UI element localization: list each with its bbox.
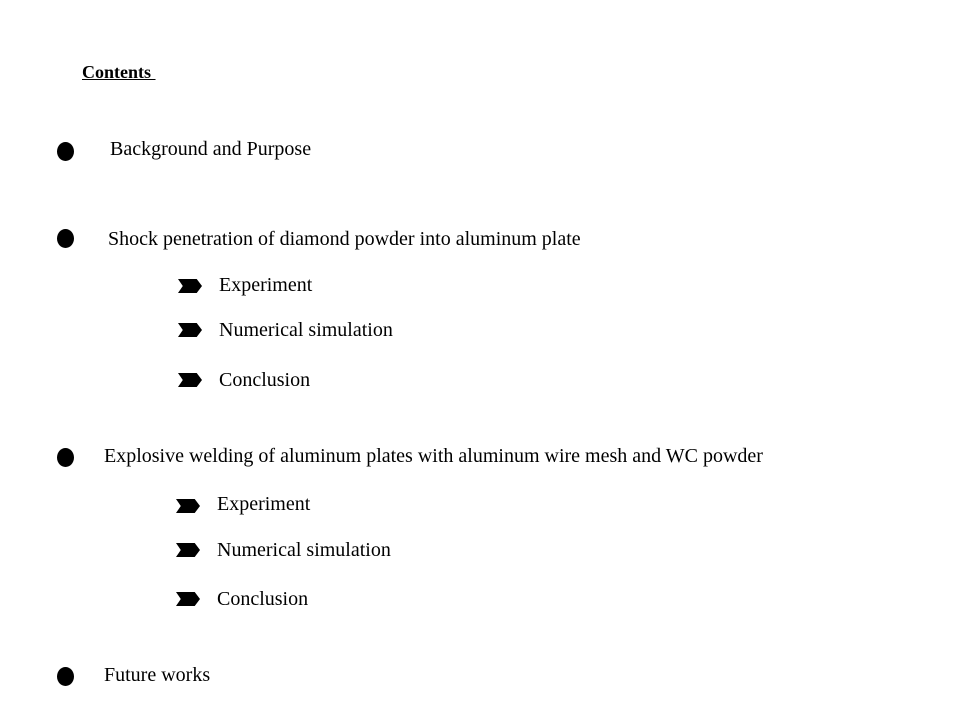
subitem-numerical-simulation: Numerical simulation [219, 319, 393, 341]
arrow-bullet-icon [178, 279, 202, 293]
subitem-conclusion: Conclusion [217, 588, 309, 610]
subitem-conclusion: Conclusion [219, 369, 311, 391]
circle-bullet-icon [57, 667, 74, 686]
section-future-works: Future works [104, 664, 211, 686]
subitem-numerical-simulation: Numerical simulation [217, 539, 391, 561]
subitem-experiment: Experiment [219, 274, 313, 296]
arrow-bullet-icon [176, 543, 200, 557]
page-title: Contents [82, 62, 156, 82]
arrow-bullet-icon [178, 323, 202, 337]
section-shock-penetration: Shock penetration of diamond powder into aluminum plate [108, 228, 581, 250]
section-explosive-welding: Explosive welding of aluminum plates with aluminum wire mesh and WC powder [104, 445, 763, 467]
arrow-bullet-icon [178, 373, 202, 387]
circle-bullet-icon [57, 142, 74, 161]
arrow-bullet-icon [176, 499, 200, 513]
subitem-experiment: Experiment [217, 493, 311, 515]
section-background-purpose: Background and Purpose [110, 138, 312, 160]
circle-bullet-icon [57, 448, 74, 467]
arrow-bullet-icon [176, 592, 200, 606]
circle-bullet-icon [57, 229, 74, 248]
